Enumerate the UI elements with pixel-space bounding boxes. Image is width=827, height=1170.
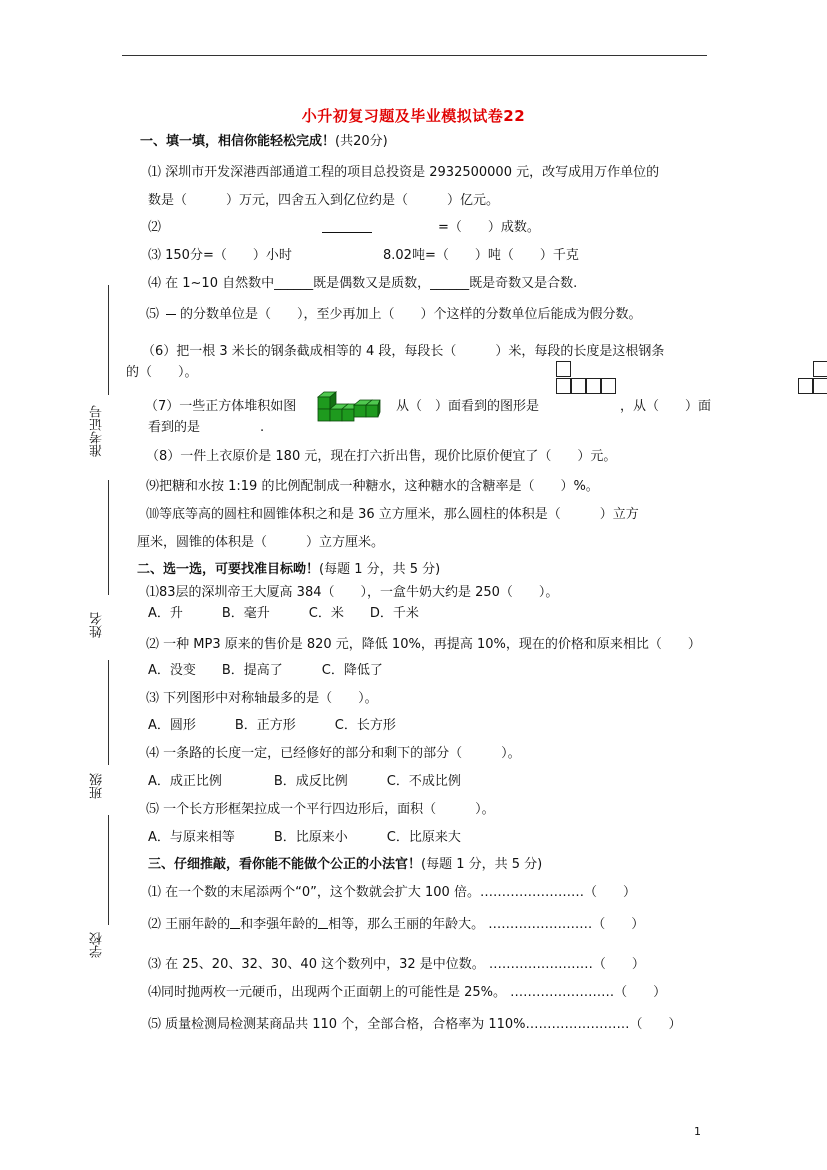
section3-header — [148, 856, 542, 874]
s2-q4: ⑷ 一条路的长度一定，已经修好的部分和剩下的部分（ ）。 — [146, 746, 521, 761]
side-label-banji: 班级 — [90, 773, 105, 799]
cube-stack-icon — [316, 391, 382, 423]
section3-header-sub: (每题 1 分，共 5 分) — [421, 857, 543, 872]
side-rule-3 — [108, 660, 109, 765]
s1-q10-line1: ⑽等底等高的圆柱和圆锥体积之和是 36 立方厘米，那么圆柱的体积是（ ）立方 — [146, 507, 639, 522]
s2-q4-options: A．成正比例 B．成反比例 C．不成比例 — [148, 774, 461, 789]
s3-q2-text-a: ⑵ 王丽年龄的 — [148, 917, 231, 932]
s1-q5-text: 的分数单位是（ ），至少再加上（ ）个这样的分数单位后能成为假分数。 — [180, 307, 642, 322]
side-rule-4 — [108, 815, 109, 925]
s1-q6-line2: 的（ ）。 — [126, 365, 198, 380]
side-view-figure — [798, 361, 827, 395]
s1-q1-line1: ⑴ 深圳市开发深港西部通道工程的项目总投资是 2932500000 元，改写成用万作单位的 — [148, 165, 660, 180]
s1-q2-fraction-line — [322, 220, 372, 233]
s1-q3-text-b: 8.02吨=（ ）吨（ ）千克 — [383, 248, 579, 263]
s1-q6-line1: （6）把一根 3 米长的钢条截成相等的 4 段，每段长（ ）米，每段的长度是这根钢条 — [142, 344, 665, 359]
s2-q3-options: A．圆形 B．正方形 C．长方形 — [148, 718, 396, 733]
section2-header-text: 二、选一选，可要找准目标呦！ — [137, 562, 320, 577]
s2-q2: ⑵ 一种 MP3 原来的售价是 820 元，降低 10%，再提高 10%，现在的价格和原来相比（ ） — [146, 637, 701, 652]
s1-q10-line2: 厘米，圆锥的体积是（ ）立方厘米。 — [137, 535, 385, 550]
s1-q7-text-a: （7）一些正方体堆积如图 — [145, 399, 297, 414]
s1-q7-text-c: ，从（ ）面 — [620, 399, 712, 414]
s2-q1: ⑴83层的深圳帝王大厦高 384（ ），一盒牛奶大约是 250（ ）。 — [146, 585, 559, 600]
side-label-xingming: 姓名 — [90, 612, 105, 638]
s2-q5-options: A．与原来相等 B．比原来小 C．比原来大 — [148, 830, 461, 845]
s2-q5: ⑸ 一个长方形框架拉成一个平行四边形后，面积（ ）。 — [146, 802, 495, 817]
s3-q5: ⑸ 质量检测局检测某商品共 110 个，全部合格，合格率为 110%……………………（ ） — [148, 1017, 682, 1032]
s1-q3-text-a: ⑶ 150分=（ ）小时 — [148, 248, 292, 263]
s2-q2-options: A．没变 B．提高了 C．降低了 — [148, 663, 383, 678]
s1-q5-number: ⑸ — [146, 307, 160, 322]
section1-header — [140, 133, 388, 151]
s3-q4: ⑷同时抛两枚一元硬币，出现两个正面朝上的可能性是 25%。 ……………………（ ） — [148, 985, 667, 1000]
section2-header-sub: (每题 1 分，共 5 分) — [319, 562, 441, 577]
s3-q2 — [148, 916, 644, 934]
s1-q7-text-d: 看到的是 — [148, 420, 201, 435]
exam-title: 小升初复习题及毕业模拟试卷22 — [301, 107, 526, 125]
s1-q4: ⑷ 在 1~10 自然数中______既是偶数又是质数，______既是奇数又是合数. — [148, 276, 578, 291]
section2-header — [137, 561, 440, 579]
s3-q2-text-c: 相等，那么王丽的年龄大。 ……………………（ ） — [328, 917, 645, 932]
s1-q9: ⑼把糖和水按 1:19 的比例配制成一种糖水，这种糖水的含糖率是（ ）%。 — [146, 479, 599, 494]
section1-header-text: 一、填一填，相信你能轻松完成！ — [140, 134, 336, 149]
s3-q2-text-b: 和李强年龄的 — [240, 917, 319, 932]
s1-q7-text-e: . — [260, 420, 265, 435]
s1-q2-text: =（ ）成数。 — [438, 220, 540, 235]
s2-q1-options: A．升 B．毫升 C．米 D．千米 — [148, 606, 419, 621]
s3-q2-fraction-a — [230, 920, 240, 929]
front-view-figure — [556, 361, 646, 395]
side-label-zhunkao: 准考证号 — [90, 405, 105, 457]
s1-q5-fraction — [166, 306, 176, 315]
page-number: 1 — [694, 1125, 701, 1138]
s1-q1-line2: 数是（ ）万元，四舍五入到亿位约是（ ）亿元。 — [148, 193, 500, 208]
s1-q8: （8）一件上衣原价是 180 元，现在打六折出售，现价比原价便宜了（ ）元。 — [146, 449, 617, 464]
s2-q3: ⑶ 下列图形中对称轴最多的是（ ）。 — [146, 691, 378, 706]
section1-header-sub: (共20分) — [335, 134, 388, 149]
s3-q2-fraction-b — [318, 920, 328, 929]
side-label-xuexiao: 学校 — [90, 932, 105, 958]
s1-q7-text-b: 从（ ）面看到的图形是 — [396, 399, 540, 414]
s3-q1: ⑴ 在一个数的末尾添两个“0”，这个数就会扩大 100 倍。……………………（ ） — [148, 885, 636, 900]
section3-header-text: 三、仔细推敲，看你能不能做个公正的小法官！ — [148, 857, 422, 872]
s1-q2-number: ⑵ — [148, 220, 162, 235]
s3-q3: ⑶ 在 25、20、32、30、40 这个数列中，32 是中位数。 ……………………（ ） — [148, 957, 645, 972]
top-rule — [122, 55, 707, 56]
side-rule-2 — [108, 480, 109, 595]
side-rule-1 — [108, 285, 109, 395]
